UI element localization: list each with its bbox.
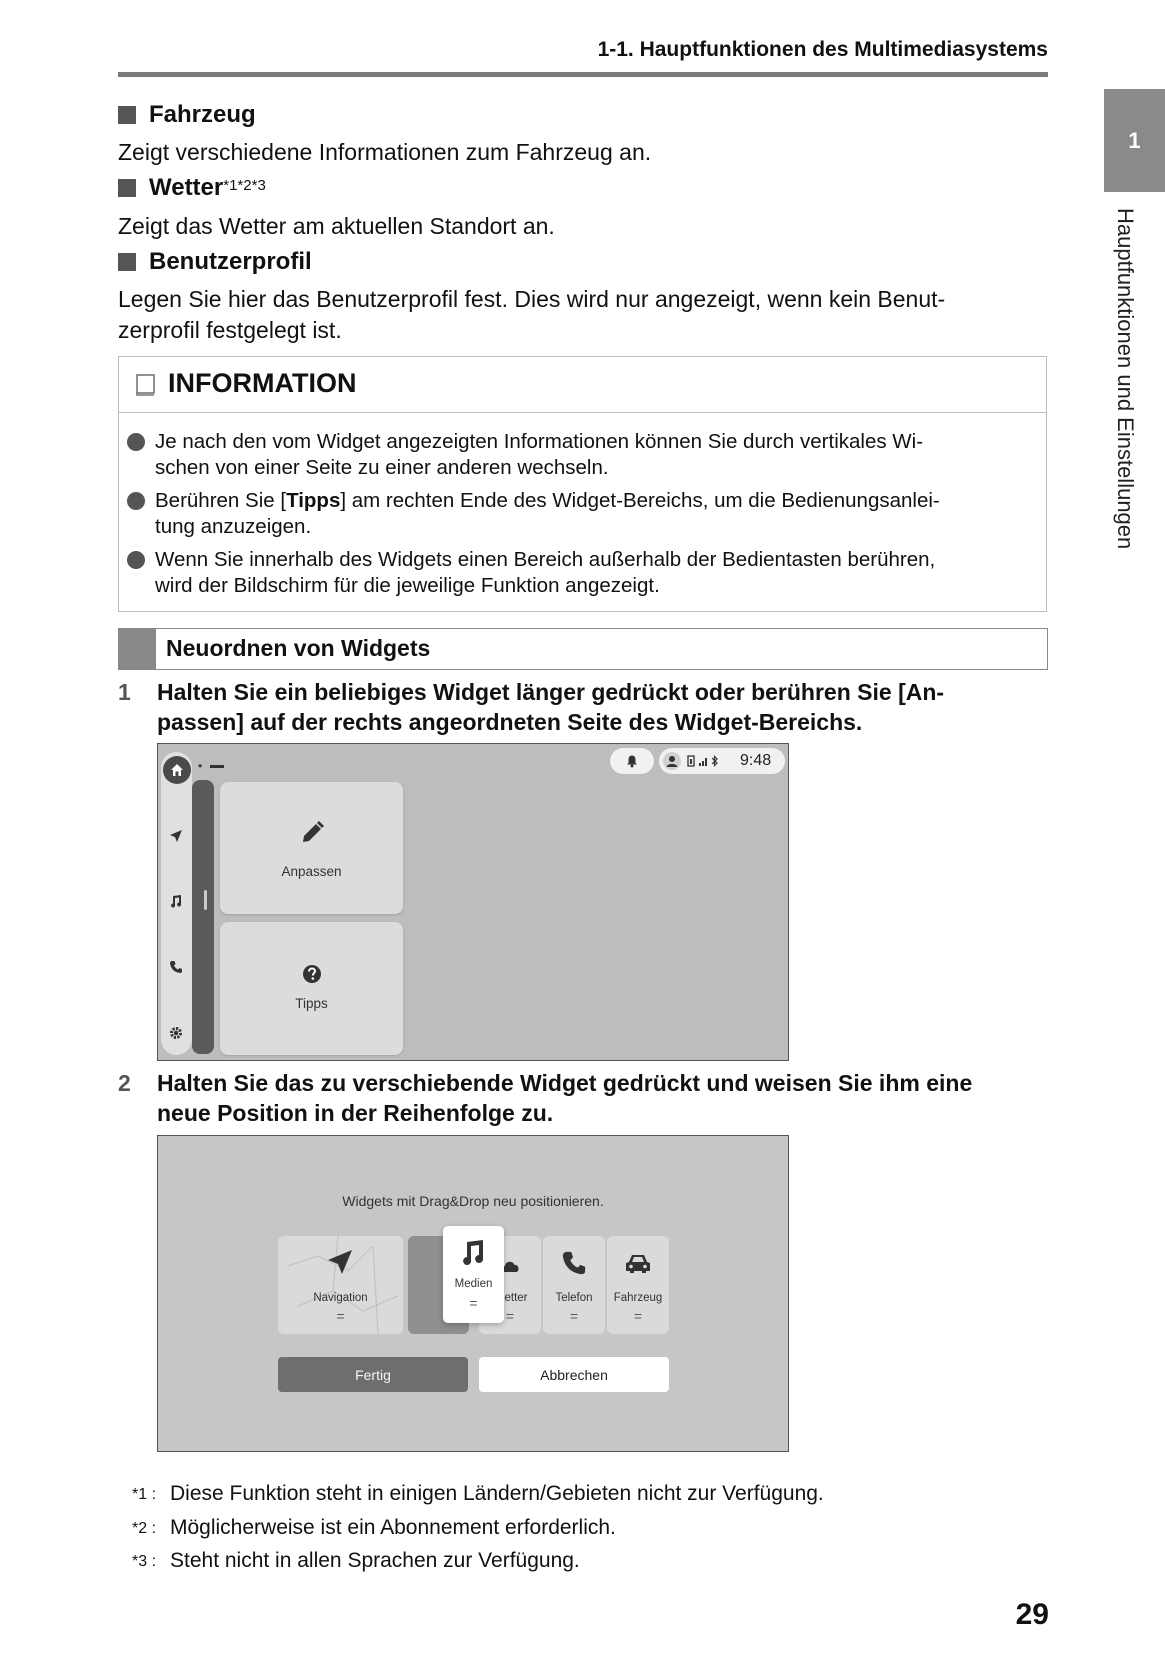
bell-icon xyxy=(625,754,639,768)
section-heading-fahrzeug xyxy=(118,101,256,129)
step-number: 1 xyxy=(118,679,131,705)
footnote xyxy=(132,1549,580,1573)
info-line xyxy=(155,488,940,514)
widget-vehicle[interactable] xyxy=(607,1236,669,1334)
widget-label: Navigation xyxy=(313,1292,368,1304)
widget-label: etter xyxy=(504,1292,528,1304)
car-icon xyxy=(624,1252,652,1276)
step-text xyxy=(157,677,1047,737)
status-dot-icon: • xyxy=(198,759,203,773)
question-icon xyxy=(302,964,322,984)
minimize-icon xyxy=(210,765,224,768)
section-text: Zeigt verschiedene Informationen zum Fahrzeug an. xyxy=(118,139,652,165)
section-text-line: Legen Sie hier das Benutzerprofil fest. Dies wird nur angezeigt, wenn kein Benut- xyxy=(118,286,946,312)
notification-pill[interactable] xyxy=(610,748,654,774)
section-text: Zeigt das Wetter am aktuellen Standort an. xyxy=(118,213,555,239)
footnote-refs: *1*2*3 xyxy=(223,176,266,194)
home-button[interactable] xyxy=(163,756,191,784)
footnote xyxy=(132,1482,824,1506)
bullet-dot-icon xyxy=(127,551,145,569)
status-pill[interactable] xyxy=(659,748,785,774)
widget-phone[interactable] xyxy=(543,1236,605,1334)
navigation-arrow-icon[interactable] xyxy=(167,827,185,845)
section-text-line: zerprofil festgelegt ist. xyxy=(118,317,342,343)
page-number: 29 xyxy=(1015,1598,1049,1631)
footnote-mark: *1 : xyxy=(132,1486,157,1503)
user-profile-icon xyxy=(663,752,681,770)
square-bullet-icon xyxy=(118,179,136,197)
square-bullet-icon xyxy=(118,253,136,271)
chapter-tab-number: 1 xyxy=(1104,89,1165,192)
section-text xyxy=(118,284,1038,346)
reorder-instruction: Widgets mit Drag&Drop neu positionieren. xyxy=(342,1193,604,1209)
section-title: Fahrzeug xyxy=(149,101,256,128)
phone-icon[interactable] xyxy=(167,958,185,976)
step-number: 2 xyxy=(118,1070,131,1096)
subsection-marker xyxy=(118,628,156,670)
drag-handle-icon[interactable]: = xyxy=(505,1308,515,1324)
chapter-tab-label: Hauptfunktionen und Einstellungen xyxy=(1113,208,1138,550)
widget-navigation[interactable] xyxy=(278,1236,403,1334)
footnote-text: Steht nicht in allen Sprachen zur Verfügung. xyxy=(170,1549,580,1572)
footnote-mark: *2 : xyxy=(132,1520,157,1537)
footnote-mark: *3 : xyxy=(132,1553,157,1570)
book-icon xyxy=(135,373,157,397)
music-note-icon[interactable] xyxy=(167,892,185,910)
info-bullet xyxy=(127,488,1037,540)
subsection-title: Neuordnen von Widgets xyxy=(166,635,431,661)
signal-icons xyxy=(687,755,723,767)
home-icon xyxy=(169,762,185,778)
card-label: Anpassen xyxy=(281,864,342,879)
bullet-dot-icon xyxy=(127,492,145,510)
step-line: Halten Sie das zu verschiebende Widget gedrückt und weisen Sie ihm eine xyxy=(157,1070,973,1096)
info-line: schen von einer Seite zu einer anderen wechseln. xyxy=(155,456,609,479)
footnote-text: Diese Funktion steht in einigen Ländern/Gebieten nicht zur Verfügung. xyxy=(170,1482,824,1505)
info-bullet xyxy=(127,429,1037,481)
header-rule xyxy=(118,72,1048,77)
info-bullet xyxy=(127,547,1037,599)
bullet-dot-icon xyxy=(127,433,145,451)
scroll-indicator[interactable] xyxy=(204,890,207,910)
footnote-text: Möglicherweise ist ein Abonnement erforderlich. xyxy=(170,1516,616,1539)
section-heading-wetter xyxy=(118,174,266,202)
customize-widget-card[interactable] xyxy=(220,782,403,914)
phone-icon xyxy=(561,1250,587,1276)
info-text: ] am rechten Ende des Widget-Bereichs, um die Bedienungsanlei- xyxy=(340,489,940,512)
info-line: Wenn Sie innerhalb des Widgets einen Bereich außerhalb der Bedientasten berühren, xyxy=(155,548,936,571)
square-bullet-icon xyxy=(118,106,136,124)
info-line: wird der Bildschirm für die jeweilige Funktion angezeigt. xyxy=(155,574,660,597)
info-line: Je nach den vom Widget angezeigten Informationen können Sie durch vertikales Wi- xyxy=(155,430,924,453)
pencil-icon xyxy=(299,820,325,846)
section-title: Wetter xyxy=(149,174,224,201)
step-text xyxy=(157,1068,1047,1128)
music-note-icon xyxy=(459,1238,487,1266)
drag-handle-icon[interactable]: = xyxy=(336,1308,345,1324)
widget-media-dragging[interactable] xyxy=(443,1226,504,1323)
info-text: Berühren Sie [ xyxy=(155,489,287,512)
widget-label: Fahrzeug xyxy=(613,1292,663,1304)
drag-handle-icon[interactable]: = xyxy=(469,1295,478,1311)
navigation-arrow-icon xyxy=(326,1248,354,1276)
cancel-button[interactable]: Abbrechen xyxy=(479,1357,669,1392)
widget-area-edge xyxy=(192,780,214,1054)
chapter-title: 1-1. Hauptfunktionen des Multimediasystems xyxy=(597,38,1048,61)
section-title: Benutzerprofil xyxy=(149,248,312,275)
drag-handle-icon[interactable]: = xyxy=(633,1308,643,1324)
info-bold-text: Tipps xyxy=(286,489,341,512)
step-line: Halten Sie ein beliebiges Widget länger gedrückt oder berühren Sie [An- xyxy=(157,679,945,705)
clock: 9:48 xyxy=(740,752,772,769)
widget-label: Medien xyxy=(454,1278,493,1290)
section-heading-benutzerprofil xyxy=(118,248,312,276)
card-label: Tipps xyxy=(295,996,328,1011)
tips-widget-card[interactable] xyxy=(220,922,403,1055)
step-line: neue Position in der Reihenfolge zu. xyxy=(157,1100,554,1126)
done-button[interactable]: Fertig xyxy=(278,1357,468,1392)
drag-handle-icon[interactable]: = xyxy=(569,1308,579,1324)
info-line: tung anzuzeigen. xyxy=(155,515,312,538)
widget-label: Telefon xyxy=(555,1292,593,1304)
information-title: INFORMATION xyxy=(168,368,357,398)
gear-icon[interactable] xyxy=(167,1024,185,1042)
footnote xyxy=(132,1516,616,1540)
step-line: passen] auf der rechts angeordneten Seite des Widget-Bereichs. xyxy=(157,709,863,735)
